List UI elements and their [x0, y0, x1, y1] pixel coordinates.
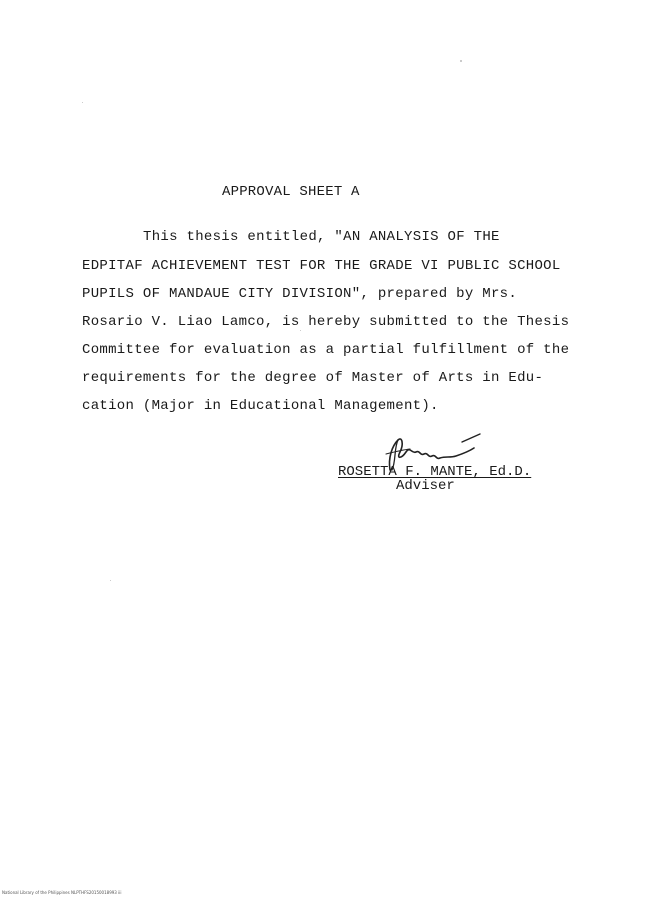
paragraph-line-2: EDPITAF ACHIEVEMENT TEST FOR THE GRADE VI PUBLIC SCHOOL [82, 258, 561, 274]
adviser-role: Adviser [396, 478, 455, 494]
scan-speck [300, 330, 301, 331]
signature-block [338, 430, 558, 500]
adviser-name: ROSETTA F. MANTE, Ed.D. [338, 464, 532, 480]
scan-speck [460, 60, 462, 62]
footer-watermark: National Library of the Philippines NLPTHFS20150018993 iii [2, 890, 122, 895]
paragraph-line-7: cation (Major in Educational Management). [82, 398, 439, 414]
paragraph-line-5: Committee for evaluation as a partial fulfillment of the [82, 342, 570, 358]
scan-speck [110, 580, 111, 581]
paragraph-line-6: requirements for the degree of Master of Arts in Edu- [82, 370, 544, 386]
paragraph-line-1: This thesis entitled, "AN ANALYSIS OF THE [143, 229, 500, 245]
paragraph-line-3: PUPILS OF MANDAUE CITY DIVISION", prepared by Mrs. [82, 286, 518, 302]
paragraph-line-4: Rosario V. Liao Lamco, is hereby submitted to the Thesis [82, 314, 570, 330]
scan-speck [82, 102, 83, 103]
page-title: APPROVAL SHEET A [222, 184, 360, 200]
